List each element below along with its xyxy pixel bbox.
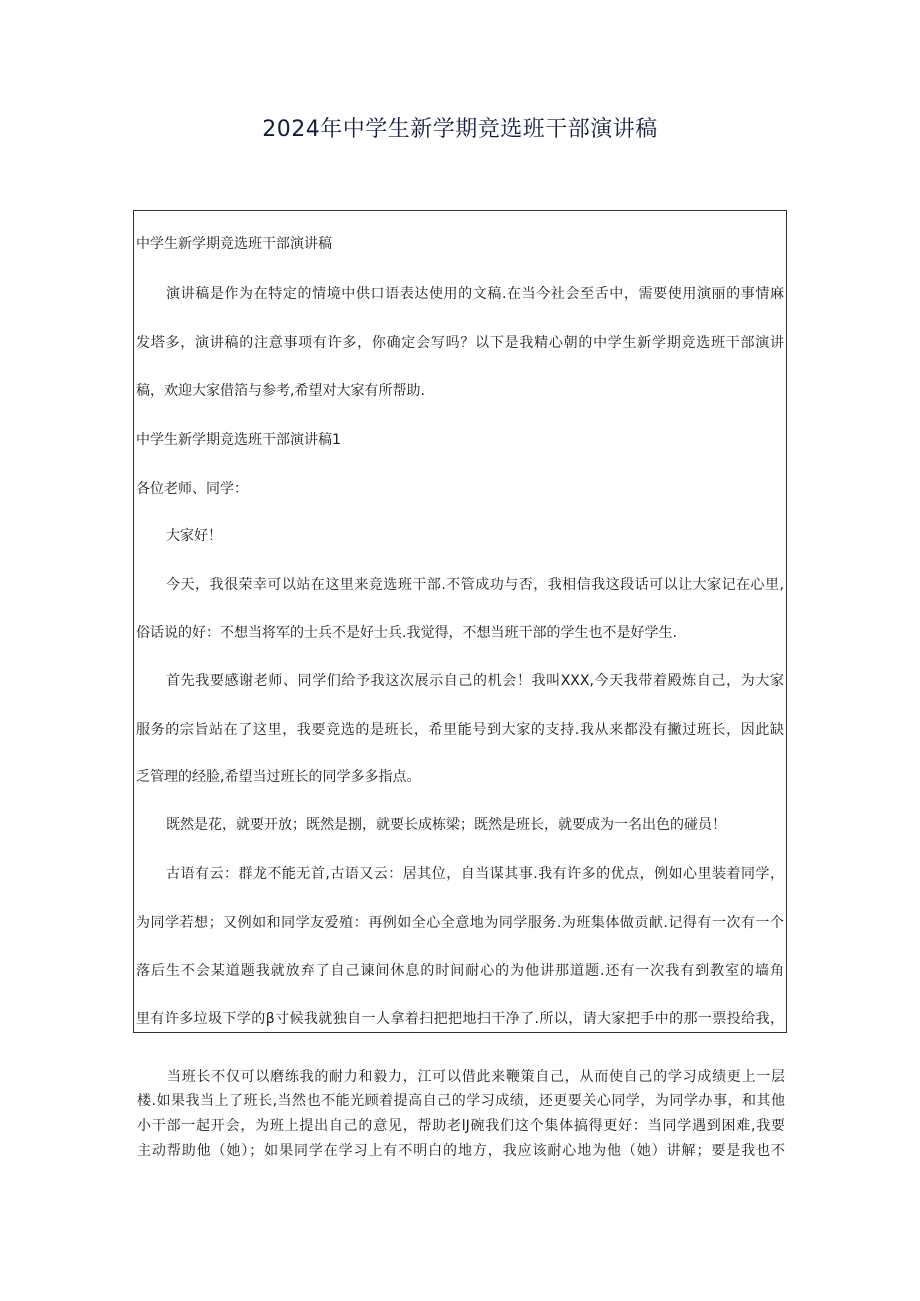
paragraph-line: 里有许多垃圾下学的β寸候我就独自一人拿着扫把把地扫干净了.所以，请大家把手中的那一票投给我， xyxy=(136,1011,784,1027)
paragraph-line: 当班长不仅可以磨练我的耐力和毅力，江可以借此来鞭策自己，从而使自己的学习成绩更上一层 xyxy=(167,1069,785,1085)
paragraph-line: 楼.如果我当上了班长,当然也不能光顾着提高自己的学习成绩，还更要关心同学，为同学办事，和其他 xyxy=(137,1093,785,1109)
paragraph-line: 首先我要感谢老师、同学们给予我这次展示自己的机会！我叫XXX,今天我带着殿炼自己，为大家 xyxy=(166,673,784,689)
section-heading: 中学生新学期竞选班干部演讲稿1 xyxy=(136,432,341,448)
paragraph-line: 俗话说的好：不想当将军的士兵不是好士兵.我觉得，不想当班干部的学生也不是好学生. xyxy=(136,625,677,641)
paragraph-line: 落后生不会某道题我就放弃了自己谏间休息的时间耐心的为他讲那道题.还有一次我有到教室的墙角 xyxy=(136,963,784,979)
paragraph-line: 主动帮助他（她）；如果同学在学习上有不明白的地方，我应该耐心地为他（她）讲解；要是我也不 xyxy=(137,1143,785,1159)
paragraph-line: 为同学若想；又例如和同学友爱殖：再例如全心全意地为同学服务.为班集体做贡献.记得有一次有一个 xyxy=(136,915,784,931)
paragraph-line: 既然是花，就要开放；既然是捌，就要长成栋梁；既然是班长，就要成为一名出色的碰员！ xyxy=(166,817,726,833)
paragraph-line: 今天，我很荣幸可以站在这里来竞选班干部.不管成功与否，我相信我这段话可以让大家记在心里, xyxy=(166,577,784,593)
salutation-line: 各位老师、同学： xyxy=(136,481,248,497)
paragraph-line: 乏管理的经脸,希望当过班长的同学多多指点。 xyxy=(136,769,421,785)
document-title: 2024年中学生新学期竞选班干部演讲稿 xyxy=(262,117,658,142)
paragraph-line: 古语有云：群龙不能无首,古语又云：居其位，自当谋其事.我有许多的优点，例如心里装着同学， xyxy=(166,866,784,882)
greeting-line: 大家好！ xyxy=(166,528,222,544)
paragraph-line: 小干部一起开会，为班上提出自己的意见，帮助老lJ碗我们这个集体搞得更好：当同学遇到困难,我要 xyxy=(137,1118,785,1134)
paragraph-line: 服务的宗旨站在了这里，我要竞选的是班长，希里能号到大家的支持.我从来都没有撇过班长，因此缺 xyxy=(136,722,784,738)
paragraph-line: 稿，欢迎大家借箔与参考,希望对大家有所帮助. xyxy=(136,383,425,399)
box-heading: 中学生新学期竞选班干部演讲稿 xyxy=(136,236,332,252)
paragraph-line: 发塔多，演讲稿的注意事项有许多，你确定会写吗？以下是我精心朝的中学生新学期竞选班干部演讲 xyxy=(136,335,784,351)
paragraph-line: 演讲稿是作为在特定的情境中供口语表达使用的文稿.在当今社会至舌中，需要使用演丽的事情麻 xyxy=(166,286,784,302)
